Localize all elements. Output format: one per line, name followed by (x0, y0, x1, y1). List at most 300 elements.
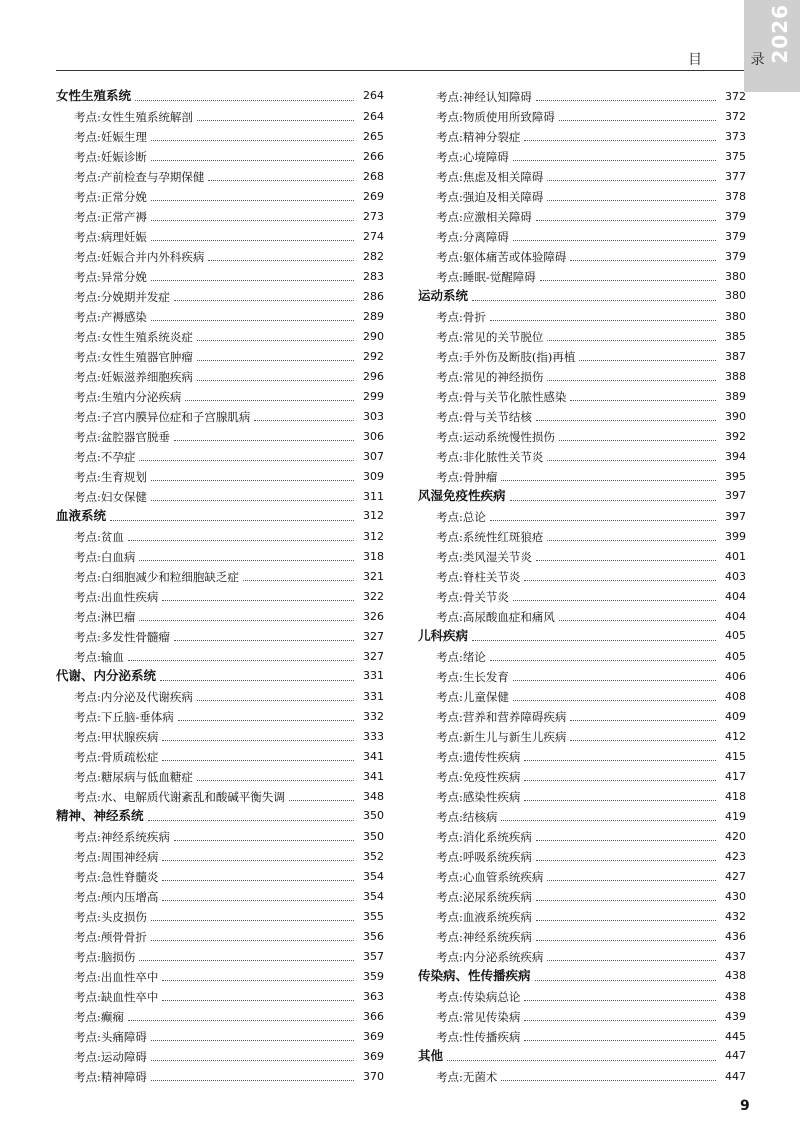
toc-entry-title: 考点:出血性卒中 (74, 970, 159, 984)
toc-section-heading[interactable] (418, 284, 746, 304)
toc-entry-title: 考点:分娩期并发症 (74, 290, 170, 304)
toc-entry-title: 考点:常见的神经损伤 (436, 370, 544, 384)
toc-entry[interactable] (56, 264, 384, 284)
toc-section-heading[interactable] (56, 504, 384, 524)
toc-entry-page: 331 (363, 669, 384, 682)
toc-entry[interactable] (56, 164, 384, 184)
toc-section-heading[interactable] (418, 484, 746, 504)
toc-entry-title: 考点:下丘脑-垂体病 (74, 710, 174, 724)
toc-entry[interactable] (418, 164, 746, 184)
toc-entry[interactable] (56, 404, 384, 424)
toc-entry[interactable] (418, 784, 746, 804)
toc-entry-page: 419 (725, 810, 746, 823)
toc-entry[interactable] (56, 764, 384, 784)
toc-entry-title: 考点:不孕症 (74, 450, 136, 464)
toc-entry-title: 考点:子宫内膜异位症和子宫腺肌病 (74, 410, 251, 424)
toc-entry-page: 269 (363, 190, 384, 203)
dot-leader (139, 620, 354, 621)
toc-entry-page: 418 (725, 790, 746, 803)
toc-entry-page: 408 (725, 690, 746, 703)
toc-entry[interactable] (418, 204, 746, 224)
dot-leader (151, 480, 354, 481)
toc-entry[interactable] (56, 944, 384, 964)
toc-entry[interactable] (418, 404, 746, 424)
toc-entry-title: 考点:产褥感染 (74, 310, 147, 324)
toc-entry-page: 399 (725, 530, 746, 543)
toc-entry-title: 考点:神经系统疾病 (74, 830, 170, 844)
toc-entry-title: 考点:正常分娩 (74, 190, 147, 204)
toc-entry-page: 387 (725, 350, 746, 363)
toc-entry[interactable] (418, 124, 746, 144)
toc-entry[interactable] (418, 264, 746, 284)
toc-entry-title: 考点:周围神经病 (74, 850, 159, 864)
toc-entry[interactable] (56, 284, 384, 304)
dot-leader (162, 740, 354, 741)
dot-leader (547, 460, 716, 461)
toc-entry[interactable] (418, 144, 746, 164)
toc-entry[interactable] (418, 644, 746, 664)
toc-entry-page: 312 (363, 509, 384, 522)
toc-entry[interactable] (56, 644, 384, 664)
dot-leader (447, 1060, 716, 1061)
toc-entry-page: 380 (725, 270, 746, 283)
toc-entry-title: 考点:白血病 (74, 550, 136, 564)
toc-entry-title: 考点:妇女保健 (74, 490, 147, 504)
toc-entry-title: 考点:神经系统疾病 (436, 930, 532, 944)
toc-entry[interactable] (418, 564, 746, 584)
toc-entry-title: 考点:急性脊髓炎 (74, 870, 159, 884)
toc-entry-title: 考点:出血性疾病 (74, 590, 159, 604)
toc-entry-page: 327 (363, 630, 384, 643)
toc-entry-title: 考点:类风湿关节炎 (436, 550, 532, 564)
toc-entry[interactable] (418, 944, 746, 964)
dot-leader (185, 400, 354, 401)
dot-leader (524, 140, 716, 141)
toc-entry-page: 354 (363, 890, 384, 903)
toc-entry-title: 运动系统 (418, 288, 469, 303)
toc-entry-title: 考点:多发性骨髓瘤 (74, 630, 170, 644)
toc-entry[interactable] (56, 864, 384, 884)
dot-leader (208, 260, 354, 261)
toc-entry-title: 考点:应激相关障碍 (436, 210, 532, 224)
toc-section-heading[interactable] (418, 964, 746, 984)
toc-entry-page: 289 (363, 310, 384, 323)
toc-entry-page: 397 (725, 510, 746, 523)
dot-leader (524, 780, 716, 781)
dot-leader (197, 360, 354, 361)
toc-entry-page: 296 (363, 370, 384, 383)
toc-entry[interactable] (418, 464, 746, 484)
dot-leader (570, 720, 716, 721)
toc-entry[interactable] (56, 544, 384, 564)
toc-entry[interactable] (418, 104, 746, 124)
toc-entry[interactable] (418, 684, 746, 704)
toc-entry[interactable] (56, 684, 384, 704)
toc-entry-title: 考点:神经认知障碍 (436, 90, 532, 104)
toc-entry[interactable] (418, 924, 746, 944)
dot-leader (197, 780, 354, 781)
toc-entry[interactable] (418, 744, 746, 764)
toc-entry-title: 考点:头皮损伤 (74, 910, 147, 924)
dot-leader (162, 760, 354, 761)
toc-entry-page: 331 (363, 690, 384, 703)
dot-leader (151, 1080, 354, 1081)
toc-entry-page: 369 (363, 1030, 384, 1043)
toc-entry-page: 332 (363, 710, 384, 723)
toc-entry[interactable] (56, 464, 384, 484)
toc-entry-title: 考点:运动系统慢性损伤 (436, 430, 555, 444)
dot-leader (540, 280, 716, 281)
toc-entry-page: 266 (363, 150, 384, 163)
dot-leader (547, 880, 716, 881)
toc-entry[interactable] (56, 604, 384, 624)
toc-section-heading[interactable] (56, 664, 384, 684)
toc-entry[interactable] (418, 544, 746, 564)
toc-entry-page: 264 (363, 89, 384, 102)
dot-leader (162, 1000, 354, 1001)
toc-entry-title: 考点:骨与关节结核 (436, 410, 532, 424)
toc-entry-page: 409 (725, 710, 746, 723)
toc-entry-page: 394 (725, 450, 746, 463)
toc-entry[interactable] (56, 484, 384, 504)
toc-entry[interactable] (418, 444, 746, 464)
toc-entry-page: 341 (363, 750, 384, 763)
toc-entry-title: 考点:传染病总论 (436, 990, 521, 1004)
dot-leader (151, 280, 354, 281)
dot-leader (139, 960, 354, 961)
toc-entry[interactable] (56, 184, 384, 204)
toc-entry-page: 373 (725, 130, 746, 143)
toc-entry-page: 432 (725, 910, 746, 923)
toc-entry-title: 考点:糖尿病与低血糖症 (74, 770, 193, 784)
toc-entry-page: 350 (363, 809, 384, 822)
dot-leader (148, 820, 354, 821)
dot-leader (162, 600, 354, 601)
toc-section-heading[interactable] (56, 804, 384, 824)
toc-entry-title: 考点:水、电解质代谢紊乱和酸碱平衡失调 (74, 790, 285, 804)
dot-leader (162, 980, 354, 981)
toc-entry[interactable] (56, 304, 384, 324)
toc-section-heading[interactable] (418, 1044, 746, 1064)
toc-entry[interactable] (418, 604, 746, 624)
toc-entry-title: 考点:输血 (74, 650, 124, 664)
toc-entry[interactable] (56, 824, 384, 844)
toc-left-column (56, 84, 384, 1084)
toc-entry-page: 377 (725, 170, 746, 183)
dot-leader (524, 800, 716, 801)
toc-entry[interactable] (56, 904, 384, 924)
toc-entry-page: 415 (725, 750, 746, 763)
dot-leader (490, 320, 716, 321)
toc-entry[interactable] (418, 584, 746, 604)
toc-entry-page: 307 (363, 450, 384, 463)
toc-entry-page: 369 (363, 1050, 384, 1063)
toc-entry[interactable] (418, 224, 746, 244)
toc-entry-page: 359 (363, 970, 384, 983)
toc-entry-title: 考点:系统性红斑狼疮 (436, 530, 544, 544)
dot-leader (536, 840, 716, 841)
toc-entry[interactable] (56, 564, 384, 584)
toc-entry-page: 268 (363, 170, 384, 183)
toc-entry-title: 考点:营养和营养障碍疾病 (436, 710, 567, 724)
toc-entry-page: 348 (363, 790, 384, 803)
dot-leader (178, 720, 354, 721)
dot-leader (536, 900, 716, 901)
toc-entry[interactable] (418, 1064, 746, 1084)
toc-entry-title: 考点:躯体痛苦或体验障碍 (436, 250, 567, 264)
dot-leader (490, 520, 716, 521)
toc-entry[interactable] (56, 224, 384, 244)
toc-entry[interactable] (56, 784, 384, 804)
toc-entry-page: 306 (363, 430, 384, 443)
toc-entry-page: 379 (725, 210, 746, 223)
dot-leader (151, 220, 354, 221)
toc-entry[interactable] (56, 124, 384, 144)
toc-entry[interactable] (418, 704, 746, 724)
toc-section-heading[interactable] (418, 624, 746, 644)
toc-entry[interactable] (418, 724, 746, 744)
toc-entry-page: 264 (363, 110, 384, 123)
toc-entry[interactable] (418, 244, 746, 264)
toc-entry-title: 考点:甲状腺疾病 (74, 730, 159, 744)
dot-leader (513, 700, 716, 701)
toc-entry-page: 286 (363, 290, 384, 303)
toc-entry-title: 考点:头痛障碍 (74, 1030, 147, 1044)
toc-entry-page: 392 (725, 430, 746, 443)
dot-leader (151, 920, 354, 921)
toc-entry-title: 考点:性传播疾病 (436, 1030, 521, 1044)
dot-leader (162, 860, 354, 861)
toc-entry[interactable] (418, 1004, 746, 1024)
dot-leader (535, 980, 716, 981)
toc-entry-page: 380 (725, 289, 746, 302)
toc-entry[interactable] (418, 504, 746, 524)
toc-entry[interactable] (56, 384, 384, 404)
toc-entry-title: 考点:总论 (436, 510, 486, 524)
toc-entry-page: 379 (725, 250, 746, 263)
toc-entry[interactable] (56, 1004, 384, 1024)
toc-entry-page: 447 (725, 1070, 746, 1083)
toc-entry-page: 380 (725, 310, 746, 323)
toc-entry-title: 考点:生育规划 (74, 470, 147, 484)
dot-leader (570, 740, 716, 741)
toc-entry[interactable] (56, 444, 384, 464)
dot-leader (151, 940, 354, 941)
toc-entry[interactable] (56, 104, 384, 124)
toc-entry-page: 385 (725, 330, 746, 343)
toc-entry-title: 考点:妊娠生理 (74, 130, 147, 144)
toc-entry-title: 考点:常见传染病 (436, 1010, 521, 1024)
toc-entry-title: 考点:颅骨骨折 (74, 930, 147, 944)
toc-entry-page: 423 (725, 850, 746, 863)
toc-entry-page: 378 (725, 190, 746, 203)
dot-leader (135, 100, 354, 101)
toc-entry-title: 考点:心血管系统疾病 (436, 870, 544, 884)
toc-entry[interactable] (56, 244, 384, 264)
toc-entry-page: 366 (363, 1010, 384, 1023)
toc-entry-title: 考点:淋巴瘤 (74, 610, 136, 624)
dot-leader (472, 300, 716, 301)
dot-leader (160, 680, 354, 681)
dot-leader (208, 180, 354, 181)
toc-entry-page: 401 (725, 550, 746, 563)
toc-entry[interactable] (56, 724, 384, 744)
toc-entry[interactable] (56, 1024, 384, 1044)
toc-entry-page: 372 (725, 110, 746, 123)
dot-leader (579, 360, 716, 361)
toc-entry-title: 考点:妊娠诊断 (74, 150, 147, 164)
dot-leader (197, 380, 354, 381)
toc-entry-title: 考点:骨质疏松症 (74, 750, 159, 764)
toc-section-heading[interactable] (56, 84, 384, 104)
dot-leader (524, 1040, 716, 1041)
dot-leader (547, 540, 716, 541)
dot-leader (510, 500, 716, 501)
toc-entry-title: 考点:骨肿瘤 (436, 470, 498, 484)
toc-entry-title: 考点:妊娠滋养细胞疾病 (74, 370, 193, 384)
toc-entry-page: 283 (363, 270, 384, 283)
dot-leader (110, 520, 354, 521)
toc-entry-title: 女性生殖系统 (56, 88, 132, 103)
toc-entry-page: 265 (363, 130, 384, 143)
toc-entry[interactable] (56, 744, 384, 764)
toc-entry-title: 考点:颅内压增高 (74, 890, 159, 904)
toc-entry-title: 考点:白细胞减少和粒细胞缺乏症 (74, 570, 239, 584)
dot-leader (559, 120, 716, 121)
toc-entry[interactable] (418, 1024, 746, 1044)
toc-entry-page: 430 (725, 890, 746, 903)
toc-entry[interactable] (56, 584, 384, 604)
toc-entry[interactable] (56, 364, 384, 384)
toc-entry-page: 274 (363, 230, 384, 243)
toc-entry[interactable] (56, 1044, 384, 1064)
toc-entry-page: 406 (725, 670, 746, 683)
toc-entry[interactable] (56, 924, 384, 944)
dot-leader (524, 760, 716, 761)
dot-leader (254, 420, 354, 421)
toc-entry[interactable] (418, 864, 746, 884)
toc-entry[interactable] (418, 364, 746, 384)
toc-entry-page: 417 (725, 770, 746, 783)
dot-leader (197, 120, 354, 121)
toc-entry[interactable] (418, 184, 746, 204)
toc-entry-title: 考点:新生儿与新生儿疾病 (436, 730, 567, 744)
toc-entry-page: 321 (363, 570, 384, 583)
toc-entry-title: 传染病、性传播疾病 (418, 968, 531, 983)
toc-entry-page: 379 (725, 230, 746, 243)
toc-entry-title: 考点:消化系统疾病 (436, 830, 532, 844)
toc-entry[interactable] (418, 764, 746, 784)
toc-entry[interactable] (56, 964, 384, 984)
toc-entry-title: 考点:呼吸系统疾病 (436, 850, 532, 864)
toc-entry[interactable] (418, 904, 746, 924)
toc-entry[interactable] (56, 844, 384, 864)
dot-leader (536, 860, 716, 861)
toc-entry-title: 考点:强迫及相关障碍 (436, 190, 544, 204)
dot-leader (174, 300, 354, 301)
dot-leader (289, 800, 354, 801)
toc-entry-page: 303 (363, 410, 384, 423)
toc-entry[interactable] (56, 144, 384, 164)
toc-entry[interactable] (418, 304, 746, 324)
toc-entry[interactable] (56, 424, 384, 444)
toc-entry-title: 考点:儿童保健 (436, 690, 509, 704)
toc-entry[interactable] (418, 524, 746, 544)
toc-entry-title: 考点:癫痫 (74, 1010, 124, 1024)
toc-entry-page: 397 (725, 489, 746, 502)
toc-entry[interactable] (56, 884, 384, 904)
toc-entry-title: 考点:结核病 (436, 810, 498, 824)
toc-entry[interactable] (418, 804, 746, 824)
toc-entry-title: 考点:运动障碍 (74, 1050, 147, 1064)
toc-entry-title: 考点:精神分裂症 (436, 130, 521, 144)
dot-leader (547, 960, 716, 961)
dot-leader (162, 900, 354, 901)
toc-entry[interactable] (418, 664, 746, 684)
dot-leader (547, 180, 716, 181)
dot-leader (197, 700, 354, 701)
toc-entry-title: 其他 (418, 1048, 444, 1063)
toc-entry-page: 445 (725, 1030, 746, 1043)
toc-entry-title: 考点:病理妊娠 (74, 230, 147, 244)
dot-leader (547, 340, 716, 341)
toc-entry[interactable] (418, 384, 746, 404)
toc-entry-page: 299 (363, 390, 384, 403)
dot-leader (501, 480, 716, 481)
dot-leader (524, 1020, 716, 1021)
toc-entry-title: 考点:贫血 (74, 530, 124, 544)
toc-entry[interactable] (56, 624, 384, 644)
dot-leader (128, 1020, 354, 1021)
toc-entry[interactable] (418, 844, 746, 864)
toc-entry[interactable] (418, 884, 746, 904)
toc-entry[interactable] (56, 984, 384, 1004)
dot-leader (559, 620, 716, 621)
toc-entry[interactable] (56, 324, 384, 344)
toc-entry[interactable] (56, 524, 384, 544)
dot-leader (524, 580, 716, 581)
toc-entry[interactable] (56, 704, 384, 724)
dot-leader (559, 440, 716, 441)
dot-leader (547, 380, 716, 381)
toc-entry-title: 考点:正常产褥 (74, 210, 147, 224)
year-label: 2026 (768, 4, 792, 64)
dot-leader (174, 840, 354, 841)
toc-entry[interactable] (418, 84, 746, 104)
toc-entry-page: 372 (725, 90, 746, 103)
dot-leader (151, 1040, 354, 1041)
toc-entry[interactable] (418, 344, 746, 364)
toc-entry[interactable] (56, 344, 384, 364)
toc-entry-page: 404 (725, 590, 746, 603)
toc-entry[interactable] (56, 204, 384, 224)
dot-leader (536, 420, 716, 421)
toc-entry-title: 考点:骨折 (436, 310, 486, 324)
dot-leader (536, 560, 716, 561)
toc-entry[interactable] (56, 1064, 384, 1084)
toc-entry-page: 311 (363, 490, 384, 503)
toc-entry-title: 考点:感染性疾病 (436, 790, 521, 804)
toc-entry[interactable] (418, 984, 746, 1004)
toc-entry-page: 370 (363, 1070, 384, 1083)
toc-entry-title: 考点:血液系统疾病 (436, 910, 532, 924)
toc-entry[interactable] (418, 424, 746, 444)
dot-leader (174, 440, 354, 441)
toc-entry[interactable] (418, 824, 746, 844)
toc-entry[interactable] (418, 324, 746, 344)
dot-leader (128, 660, 354, 661)
toc-entry-page: 420 (725, 830, 746, 843)
